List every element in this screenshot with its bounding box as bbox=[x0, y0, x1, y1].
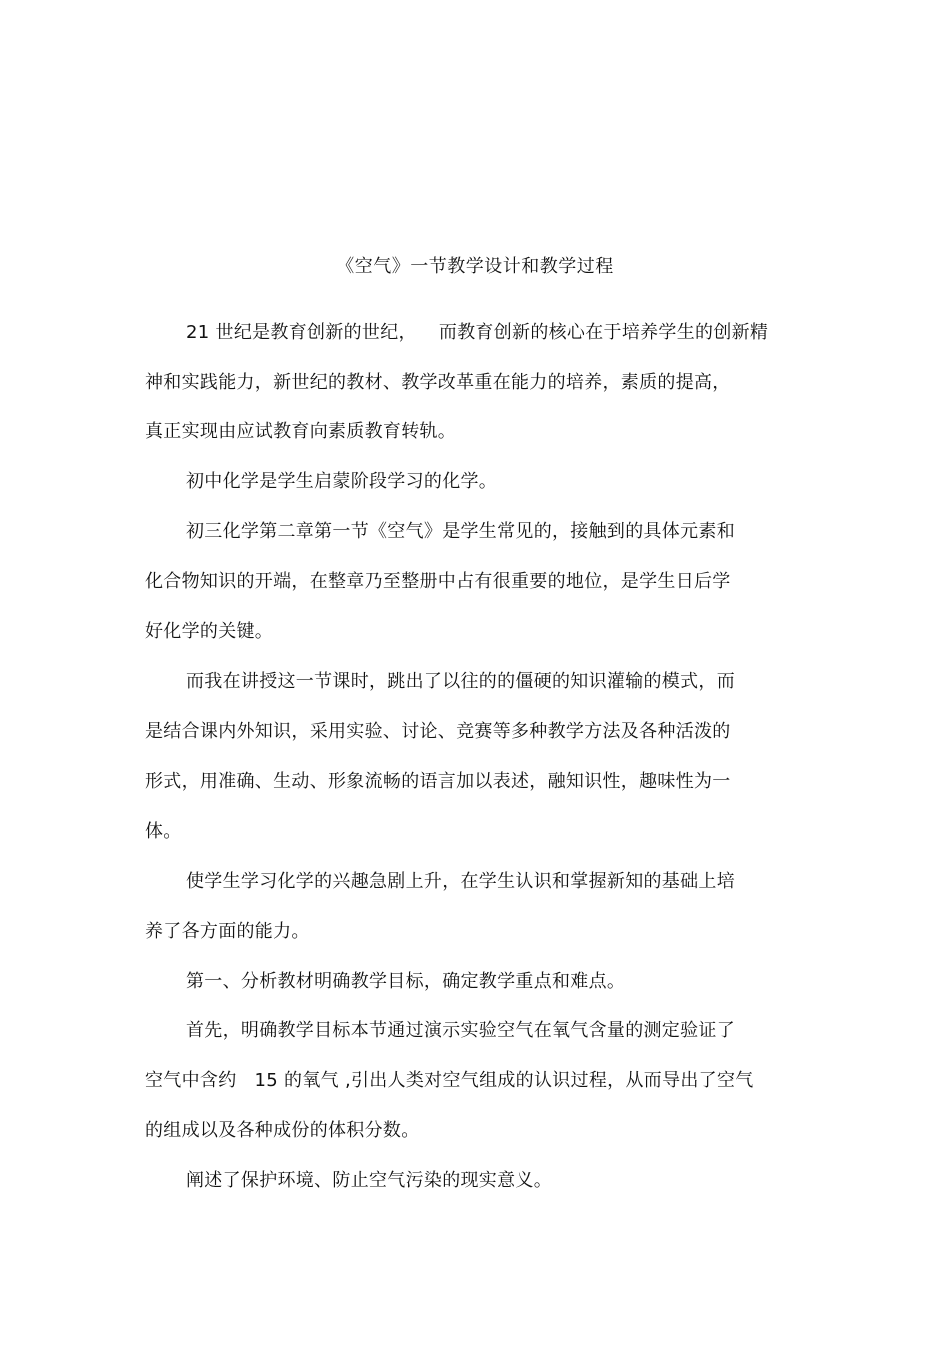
text-line: 而我在讲授这一节课时，跳出了以往的的僵硬的知识灌输的模式，而 bbox=[186, 671, 735, 692]
text-segment: 空气中含约 bbox=[145, 1070, 237, 1091]
text-line: 好化学的关键。 bbox=[145, 621, 274, 642]
text-segment: 21 世纪是教育创新的世纪， bbox=[186, 322, 417, 343]
text-line: 神和实践能力，新世纪的教材、教学改革重在能力的培养，素质的提高， bbox=[145, 372, 731, 393]
text-line bbox=[145, 1069, 754, 1093]
text-line bbox=[186, 321, 768, 345]
text-line: 使学生学习化学的兴趣急剧上升，在学生认识和掌握新知的基础上培 bbox=[186, 871, 735, 892]
text-segment: 15 的氧气 ,引出人类对空气组成的认识过程，从而导出了空气 bbox=[254, 1070, 754, 1091]
text-line: 第一、分析教材明确教学目标，确定教学重点和难点。 bbox=[186, 971, 626, 992]
text-line: 是结合课内外知识，采用实验、讨论、竞赛等多种教学方法及各种活泼的 bbox=[145, 721, 731, 742]
text-line: 阐述了保护环境、防止空气污染的现实意义。 bbox=[186, 1170, 552, 1191]
document-title: 《空气》一节教学设计和教学过程 bbox=[336, 256, 614, 277]
text-segment: 而教育创新的核心在于培养学生的创新精 bbox=[438, 322, 769, 343]
text-line: 真正实现由应试教育向素质教育转轨。 bbox=[145, 421, 457, 442]
text-line: 体。 bbox=[145, 821, 182, 842]
text-line: 初三化学第二章第一节《空气》是学生常见的，接触到的具体元素和 bbox=[186, 521, 735, 542]
text-line: 养了各方面的能力。 bbox=[145, 921, 310, 942]
text-line: 形式，用准确、生动、形象流畅的语言加以表述，融知识性，趣味性为一 bbox=[145, 771, 731, 792]
text-line: 初中化学是学生启蒙阶段学习的化学。 bbox=[186, 471, 498, 492]
text-line: 首先，明确教学目标本节通过演示实验空气在氧气含量的测定验证了 bbox=[186, 1020, 735, 1041]
text-line: 化合物知识的开端，在整章乃至整册中占有很重要的地位，是学生日后学 bbox=[145, 571, 731, 592]
text-line: 的组成以及各种成份的体积分数。 bbox=[145, 1120, 420, 1141]
